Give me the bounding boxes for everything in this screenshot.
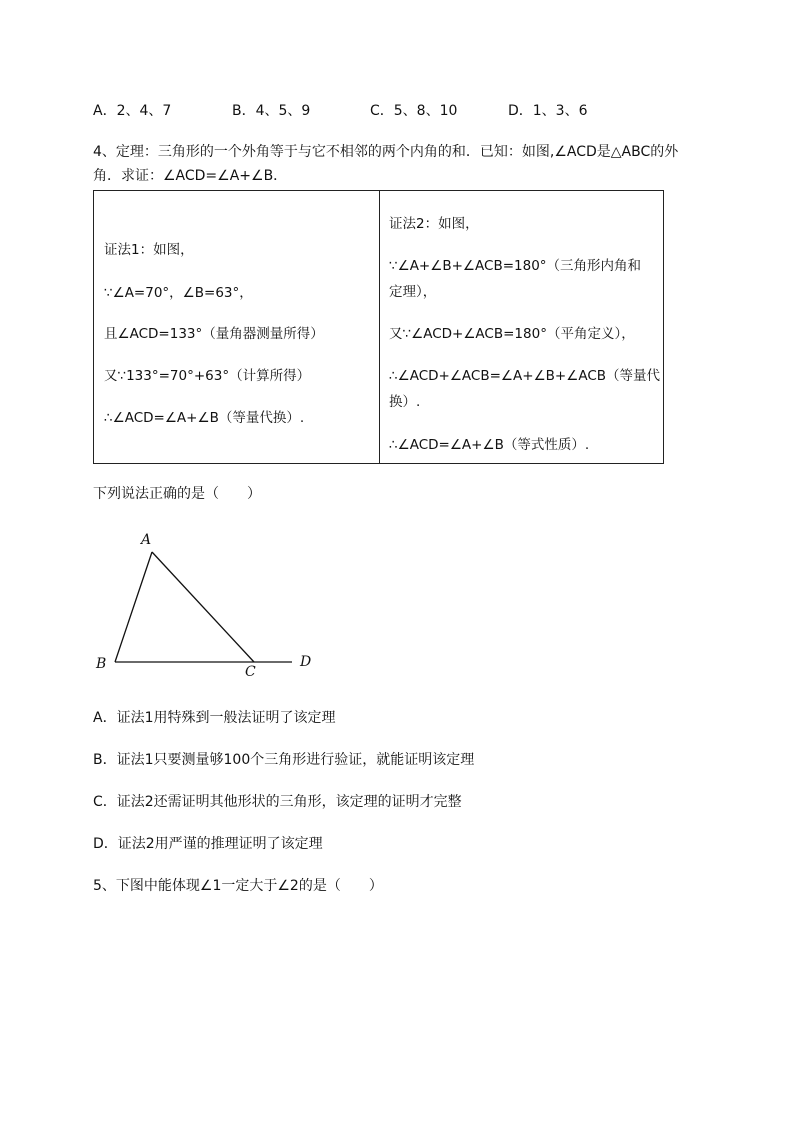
q4-option-d: D．证法2用严谨的推理证明了该定理 (93, 836, 323, 852)
proof2-line4: 又∵∠ACD+∠ACB=180°（平角定义）， (389, 326, 635, 342)
q4-stem-line1: 4、定理：三角形的一个外角等于与它不相邻的两个内角的和．已知：如图,∠ACD是△ABC的外 (93, 144, 679, 160)
label-c: C (245, 664, 256, 680)
q4-option-c: C．证法2还需证明其他形状的三角形，该定理的证明才完整 (93, 794, 462, 810)
q4-stem-line2: 角．求证：∠ACD=∠A+∠B． (93, 168, 288, 184)
label-b: B (96, 656, 107, 672)
side-ac (152, 552, 254, 662)
label-d: D (300, 654, 312, 670)
proof1-line4: 又∵133°=70°+63°（计算所得） (104, 368, 311, 384)
proof1-line5: ∴∠ACD=∠A+∠B（等量代换）. (104, 410, 305, 426)
proof1-line3: 且∠ACD=133°（量角器测量所得） (104, 326, 324, 342)
proof1-line2: ∵∠A=70°，∠B=63°， (104, 285, 253, 301)
q4-option-a: A．证法1用特殊到一般法证明了该定理 (93, 710, 336, 726)
q3-option-d: D．1、3、6 (508, 103, 588, 119)
label-a: A (141, 532, 152, 548)
q4-option-b: B．证法1只要测量够100个三角形进行验证，就能证明该定理 (93, 752, 475, 768)
proof2-line5: ∴∠ACD+∠ACB=∠A+∠B+∠ACB（等量代 (389, 368, 661, 384)
proof2-line7: ∴∠ACD=∠A+∠B（等式性质）. (389, 437, 590, 453)
proof2-line3: 定理）， (389, 284, 437, 300)
q3-option-a: A．2、4、7 (93, 103, 172, 119)
side-ab (115, 552, 152, 662)
proof2-line6: 换）. (389, 394, 421, 410)
q3-option-b: B．4、5、9 (232, 103, 311, 119)
q4-question: 下列说法正确的是（ ） (93, 486, 261, 502)
proof2-line2: ∵∠A+∠B+∠ACB=180°（三角形内角和 (389, 258, 642, 274)
proof2-line1: 证法2：如图， (389, 216, 479, 232)
proof1-line1: 证法1：如图， (104, 242, 194, 258)
q5-stem: 5、下图中能体现∠1一定大于∠2的是（ ） (93, 878, 383, 894)
q3-option-c: C．5、8、10 (370, 103, 458, 119)
